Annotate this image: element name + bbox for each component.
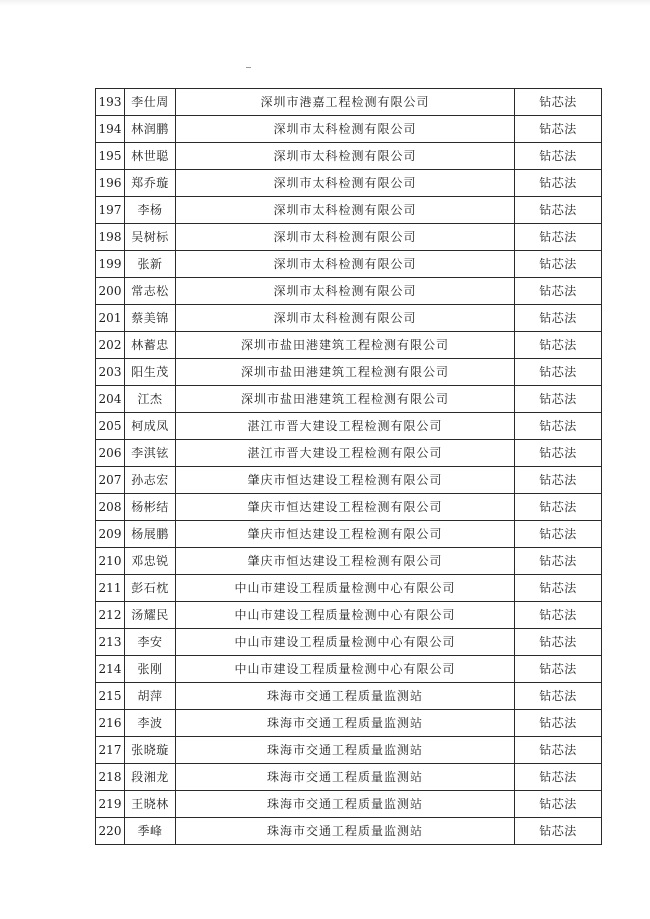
person-name: 常志松	[125, 278, 176, 305]
table-row	[96, 791, 602, 818]
person-name: 柯成凤	[125, 413, 176, 440]
person-name: 江杰	[125, 386, 176, 413]
table-row	[96, 683, 602, 710]
organization-name: 中山市建设工程质量检测中心有限公司	[176, 602, 515, 629]
person-name: 彭石枕	[125, 575, 176, 602]
row-number: 209	[96, 521, 125, 548]
row-number: 220	[96, 818, 125, 845]
test-method: 钻芯法	[515, 278, 602, 305]
row-number: 214	[96, 656, 125, 683]
person-name: 汤耀民	[125, 602, 176, 629]
table-row	[96, 656, 602, 683]
personnel-table	[95, 88, 602, 845]
table-row	[96, 467, 602, 494]
test-method: 钻芯法	[515, 629, 602, 656]
person-name: 段湘龙	[125, 764, 176, 791]
row-number: 206	[96, 440, 125, 467]
person-name: 杨展鹏	[125, 521, 176, 548]
person-name: 李安	[125, 629, 176, 656]
test-method: 钻芯法	[515, 548, 602, 575]
row-number: 207	[96, 467, 125, 494]
scan-top-edge	[0, 0, 650, 6]
person-name: 阳生茂	[125, 359, 176, 386]
test-method: 钻芯法	[515, 656, 602, 683]
test-method: 钻芯法	[515, 197, 602, 224]
person-name: 邓忠锐	[125, 548, 176, 575]
row-number: 219	[96, 791, 125, 818]
organization-name: 深圳市盐田港建筑工程检测有限公司	[176, 386, 515, 413]
row-number: 202	[96, 332, 125, 359]
person-name: 林世聪	[125, 143, 176, 170]
person-name: 胡萍	[125, 683, 176, 710]
person-name: 季峰	[125, 818, 176, 845]
test-method: 钻芯法	[515, 818, 602, 845]
table-row	[96, 629, 602, 656]
test-method: 钻芯法	[515, 764, 602, 791]
table-row	[96, 710, 602, 737]
organization-name: 肇庆市恒达建设工程检测有限公司	[176, 548, 515, 575]
row-number: 217	[96, 737, 125, 764]
person-name: 李杨	[125, 197, 176, 224]
person-name: 张新	[125, 251, 176, 278]
table-row	[96, 764, 602, 791]
table-row	[96, 548, 602, 575]
test-method: 钻芯法	[515, 602, 602, 629]
organization-name: 珠海市交通工程质量监测站	[176, 710, 515, 737]
test-method: 钻芯法	[515, 224, 602, 251]
organization-name: 深圳市太科检测有限公司	[176, 116, 515, 143]
test-method: 钻芯法	[515, 386, 602, 413]
person-name: 张晓璇	[125, 737, 176, 764]
test-method: 钻芯法	[515, 116, 602, 143]
organization-name: 肇庆市恒达建设工程检测有限公司	[176, 467, 515, 494]
organization-name: 湛江市晋大建设工程检测有限公司	[176, 413, 515, 440]
row-number: 218	[96, 764, 125, 791]
person-name: 蔡美锦	[125, 305, 176, 332]
person-name: 李波	[125, 710, 176, 737]
organization-name: 深圳市太科检测有限公司	[176, 224, 515, 251]
person-name: 吴树标	[125, 224, 176, 251]
organization-name: 中山市建设工程质量检测中心有限公司	[176, 575, 515, 602]
organization-name: 深圳市盐田港建筑工程检测有限公司	[176, 332, 515, 359]
organization-name: 深圳市太科检测有限公司	[176, 305, 515, 332]
organization-name: 深圳市太科检测有限公司	[176, 251, 515, 278]
test-method: 钻芯法	[515, 440, 602, 467]
organization-name: 深圳市太科检测有限公司	[176, 170, 515, 197]
row-number: 211	[96, 575, 125, 602]
row-number: 212	[96, 602, 125, 629]
organization-name: 深圳市太科检测有限公司	[176, 278, 515, 305]
person-name: 李淇铉	[125, 440, 176, 467]
organization-name: 珠海市交通工程质量监测站	[176, 683, 515, 710]
organization-name: 珠海市交通工程质量监测站	[176, 737, 515, 764]
test-method: 钻芯法	[515, 521, 602, 548]
row-number: 193	[96, 89, 125, 116]
table-row	[96, 278, 602, 305]
row-number: 215	[96, 683, 125, 710]
person-name: 郑乔璇	[125, 170, 176, 197]
row-number: 194	[96, 116, 125, 143]
row-number: 213	[96, 629, 125, 656]
organization-name: 珠海市交通工程质量监测站	[176, 818, 515, 845]
test-method: 钻芯法	[515, 143, 602, 170]
table-body	[96, 89, 602, 845]
table-row	[96, 440, 602, 467]
table-row	[96, 305, 602, 332]
table-row	[96, 575, 602, 602]
person-name: 张刚	[125, 656, 176, 683]
row-number: 210	[96, 548, 125, 575]
table-row	[96, 818, 602, 845]
test-method: 钻芯法	[515, 413, 602, 440]
table-row	[96, 386, 602, 413]
row-number: 203	[96, 359, 125, 386]
person-name: 林蓄忠	[125, 332, 176, 359]
table-row	[96, 413, 602, 440]
row-number: 208	[96, 494, 125, 521]
organization-name: 中山市建设工程质量检测中心有限公司	[176, 656, 515, 683]
row-number: 197	[96, 197, 125, 224]
test-method: 钻芯法	[515, 170, 602, 197]
test-method: 钻芯法	[515, 305, 602, 332]
organization-name: 珠海市交通工程质量监测站	[176, 764, 515, 791]
table-row	[96, 170, 602, 197]
table-row	[96, 332, 602, 359]
test-method: 钻芯法	[515, 494, 602, 521]
table-row	[96, 521, 602, 548]
organization-name: 中山市建设工程质量检测中心有限公司	[176, 629, 515, 656]
test-method: 钻芯法	[515, 683, 602, 710]
test-method: 钻芯法	[515, 467, 602, 494]
organization-name: 湛江市晋大建设工程检测有限公司	[176, 440, 515, 467]
organization-name: 肇庆市恒达建设工程检测有限公司	[176, 494, 515, 521]
organization-name: 深圳市港嘉工程检测有限公司	[176, 89, 515, 116]
organization-name: 深圳市盐田港建筑工程检测有限公司	[176, 359, 515, 386]
table-row	[96, 737, 602, 764]
table-row	[96, 359, 602, 386]
person-name: 林润鹏	[125, 116, 176, 143]
test-method: 钻芯法	[515, 575, 602, 602]
row-number: 204	[96, 386, 125, 413]
table-row	[96, 116, 602, 143]
organization-name: 珠海市交通工程质量监测站	[176, 791, 515, 818]
test-method: 钻芯法	[515, 737, 602, 764]
person-name: 杨彬结	[125, 494, 176, 521]
row-number: 201	[96, 305, 125, 332]
test-method: 钻芯法	[515, 791, 602, 818]
organization-name: 深圳市太科检测有限公司	[176, 197, 515, 224]
table-row	[96, 224, 602, 251]
test-method: 钻芯法	[515, 710, 602, 737]
person-name: 李仕周	[125, 89, 176, 116]
person-name: 孙志宏	[125, 467, 176, 494]
test-method: 钻芯法	[515, 89, 602, 116]
test-method: 钻芯法	[515, 332, 602, 359]
row-number: 205	[96, 413, 125, 440]
row-number: 200	[96, 278, 125, 305]
row-number: 216	[96, 710, 125, 737]
table-row	[96, 197, 602, 224]
test-method: 钻芯法	[515, 251, 602, 278]
row-number: 196	[96, 170, 125, 197]
table-row	[96, 143, 602, 170]
test-method: 钻芯法	[515, 359, 602, 386]
row-number: 198	[96, 224, 125, 251]
organization-name: 肇庆市恒达建设工程检测有限公司	[176, 521, 515, 548]
table-row	[96, 602, 602, 629]
row-number: 195	[96, 143, 125, 170]
table-row	[96, 494, 602, 521]
table-row	[96, 89, 602, 116]
page-mark	[246, 67, 251, 68]
person-name: 王晓林	[125, 791, 176, 818]
organization-name: 深圳市太科检测有限公司	[176, 143, 515, 170]
table-row	[96, 251, 602, 278]
row-number: 199	[96, 251, 125, 278]
